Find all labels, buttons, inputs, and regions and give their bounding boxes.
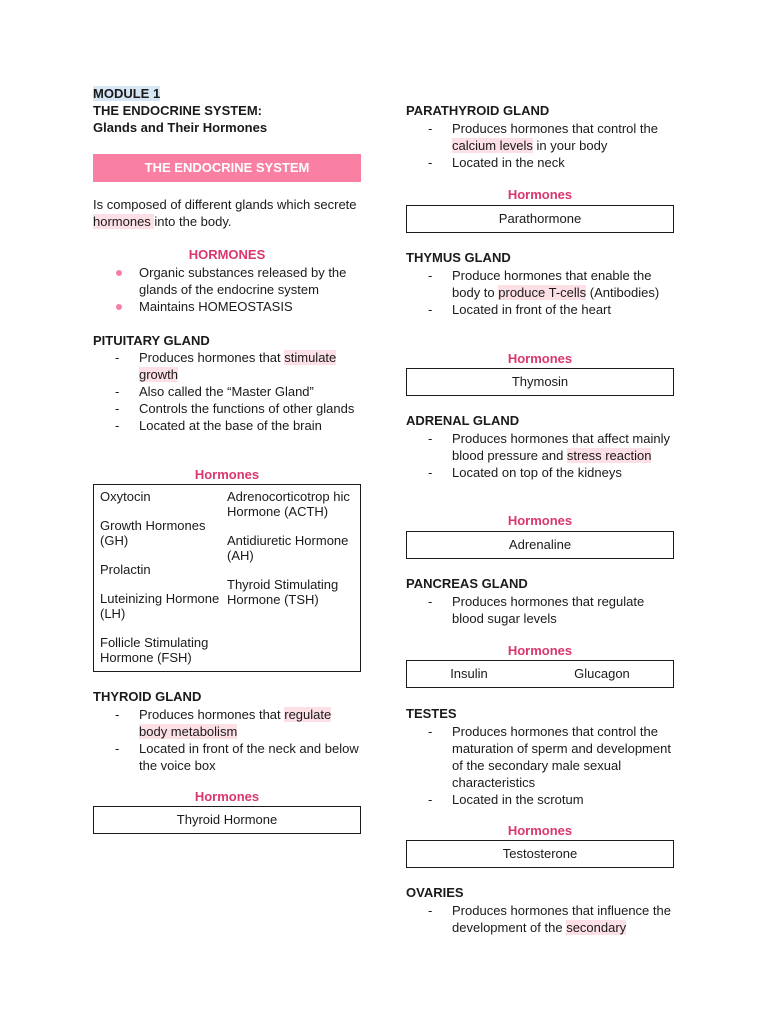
ovaries-title: OVARIES <box>406 885 464 900</box>
hormone-column-2 <box>227 489 354 679</box>
page-subtitle: Glands and Their Hormones <box>93 120 268 135</box>
thymus-hormones-label: Hormones <box>507 351 573 366</box>
hormones-heading: HORMONES <box>188 247 266 262</box>
pituitary-hormones-label: Hormones <box>194 467 260 482</box>
section-banner: THE ENDOCRINE SYSTEM <box>93 154 361 182</box>
pituitary-list <box>93 349 361 434</box>
ovaries-list <box>406 902 674 936</box>
adrenal-list <box>406 430 674 481</box>
adrenal-hormone-box: Adrenaline <box>406 531 674 559</box>
pancreas-hormone-box <box>406 660 674 688</box>
list-item: - Located on top of the kidneys <box>428 465 622 480</box>
thymus-title: THYMUS GLAND <box>406 250 511 265</box>
hormone-item: Prolactin <box>100 562 151 577</box>
page-title: THE ENDOCRINE SYSTEM: <box>93 103 263 118</box>
list-item: - Produces hormones that regulate blood sugar levels <box>428 594 645 626</box>
parathyroid-hormones-label: Hormones <box>507 187 573 202</box>
list-item: - Produces hormones that influence the development of the secondary <box>428 903 671 935</box>
hormone-item: Adrenocorticotrop hic Hormone (ACTH) <box>227 489 350 519</box>
hormone-column-1 <box>100 489 227 679</box>
list-item: - Produces hormones that regulate body metabolism <box>115 707 332 739</box>
hormone-item: Luteinizing Hormone (LH) <box>100 591 220 621</box>
list-item: - Produces hormones that control the maturation of sperm and development of the secondary male sexual characteristics <box>428 724 671 790</box>
pancreas-title: PANCREAS GLAND <box>406 576 528 591</box>
pancreas-hormones-label: Hormones <box>507 643 573 658</box>
thyroid-list <box>93 706 361 774</box>
list-item: - Controls the functions of other glands <box>115 401 355 416</box>
pituitary-hormones-box <box>93 484 361 672</box>
list-item: Maintains HOMEOSTASIS <box>93 298 361 315</box>
thyroid-title: THYROID GLAND <box>93 689 202 704</box>
hormone-item: Insulin <box>450 666 488 681</box>
thymus-list <box>406 267 674 318</box>
testes-list <box>406 723 674 808</box>
list-item: - Produce hormones that enable the body to produce T-cells (Antibodies) <box>428 268 660 300</box>
thymus-hormone-box: Thymosin <box>406 368 674 396</box>
list-item: - Located in the neck <box>428 155 565 170</box>
list-item: - Located in front of the heart <box>428 302 611 317</box>
parathyroid-list <box>406 120 674 171</box>
thyroid-hormone-box: Thyroid Hormone <box>93 806 361 834</box>
testes-hormones-label: Hormones <box>507 823 573 838</box>
hormone-item: Follicle Stimulating Hormone (FSH) <box>100 635 209 665</box>
bullet-icon <box>116 304 122 310</box>
adrenal-title: ADRENAL GLAND <box>406 413 520 428</box>
hormone-item: Antidiuretic Hormone (AH) <box>227 533 349 563</box>
bullet-icon <box>116 270 122 276</box>
list-item: - Located in front of the neck and below the voice box <box>115 741 359 773</box>
hormone-item: Growth Hormones (GH) <box>100 518 206 548</box>
testes-hormone-box: Testosterone <box>406 840 674 868</box>
list-item: - Located at the base of the brain <box>115 418 322 433</box>
hormone-item: Thyroid Stimulating Hormone (TSH) <box>227 577 339 607</box>
list-item: - Located in the scrotum <box>428 792 584 807</box>
list-item: - Produces hormones that control the calcium levels in your body <box>428 121 658 153</box>
intro-text: Is composed of different glands which secrete hormones into the body. <box>93 197 357 229</box>
pituitary-title: PITUITARY GLAND <box>93 333 210 348</box>
testes-title: TESTES <box>406 706 457 721</box>
parathyroid-hormone-box: Parathormone <box>406 205 674 233</box>
hormone-item: Glucagon <box>574 666 630 681</box>
list-item: - Produces hormones that stimulate growth <box>115 350 337 382</box>
hormones-list <box>93 264 361 315</box>
parathyroid-title: PARATHYROID GLAND <box>406 103 550 118</box>
hormone-item: Oxytocin <box>100 489 151 504</box>
list-item: - Produces hormones that affect mainly blood pressure and stress reaction <box>428 431 670 463</box>
pancreas-list <box>406 593 674 627</box>
thyroid-hormones-label: Hormones <box>194 789 260 804</box>
list-item: Organic substances released by the glands of the endocrine system <box>93 264 361 298</box>
module-label: MODULE 1 <box>93 86 161 101</box>
list-item: - Also called the “Master Gland” <box>115 384 314 399</box>
adrenal-hormones-label: Hormones <box>507 513 573 528</box>
